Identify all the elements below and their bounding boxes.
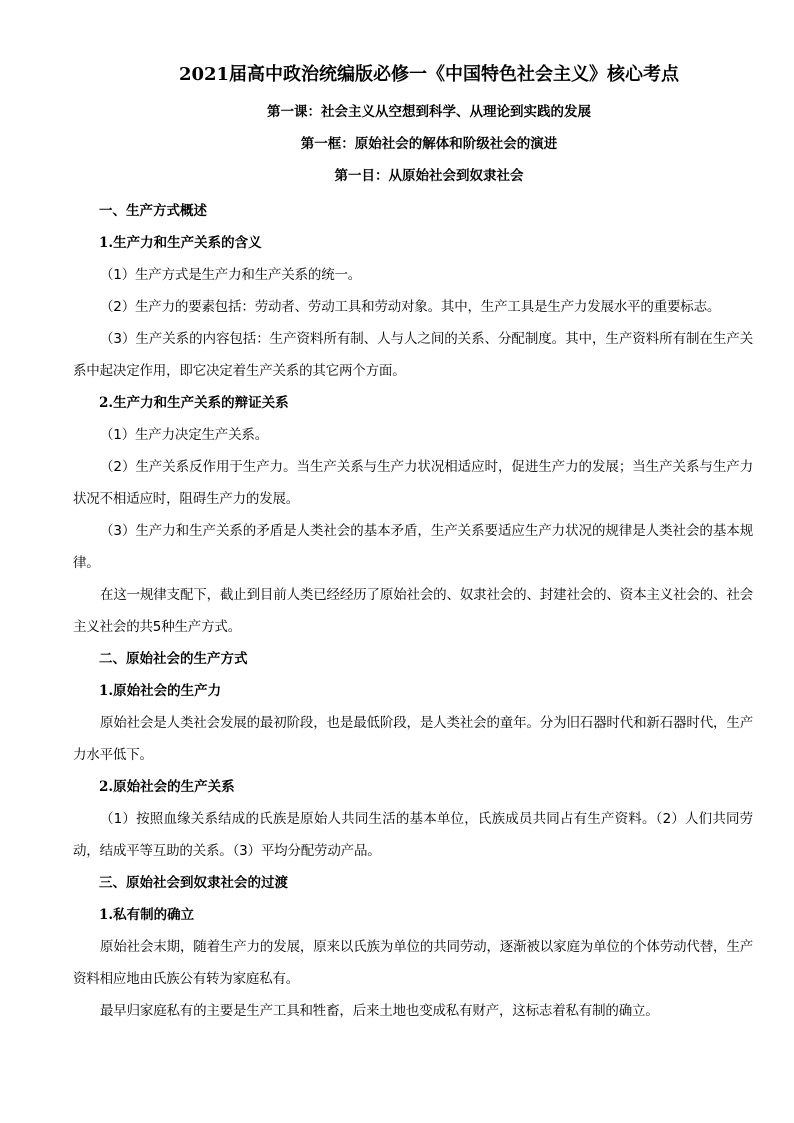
item-title: 第一目：从原始社会到奴隶社会 xyxy=(334,168,524,184)
paragraph: （2）生产力的要素包括：劳动者、劳动工具和劳动对象。其中，生产工具是生产力发展水平的重要标志。 xyxy=(100,299,721,315)
subsection-heading-1-2: 2.生产力和生产关系的辩证关系 xyxy=(99,395,289,411)
paragraph: （1）生产方式是生产力和生产关系的统一。 xyxy=(100,267,362,283)
subsection-heading-1-1: 1.生产力和生产关系的含义 xyxy=(99,235,262,251)
subsection-heading-2-1: 1.原始社会的生产力 xyxy=(99,683,222,699)
paragraph: 最早归家庭私有的主要是生产工具和牲畜，后来土地也变成私有财产，这标志着私有制的确立。 xyxy=(100,1003,659,1019)
document-body xyxy=(73,195,753,1027)
paragraph: （1）生产力决定生产关系。 xyxy=(100,427,268,443)
paragraph: 在这一规律支配下，截止到目前人类已经经历了原始社会的、奴隶社会的、封建社会的、资本主义社会的、社会主义社会的共5种生产方式。 xyxy=(73,587,753,635)
section-heading-1: 一、生产方式概述 xyxy=(99,203,207,219)
lesson-title: 第一课：社会主义从空想到科学、从理论到实践的发展 xyxy=(267,104,591,120)
paragraph: （1）按照血缘关系结成的氏族是原始人共同生活的基本单位，氏族成员共同占有生产资料。（2）人们共同劳动，结成平等互助的关系。（3）平均分配劳动产品。 xyxy=(73,811,753,859)
paragraph: 原始社会末期，随着生产力的发展，原来以氏族为单位的共同劳动，逐渐被以家庭为单位的个体劳动代替，生产资料相应地由氏族公有转为家庭私有。 xyxy=(73,939,753,987)
section-heading-3: 三、原始社会到奴隶社会的过渡 xyxy=(99,875,288,891)
frame-title: 第一框：原始社会的解体和阶级社会的演进 xyxy=(300,136,558,152)
subsection-heading-2-2: 2.原始社会的生产关系 xyxy=(99,779,235,795)
subsection-heading-3-1: 1.私有制的确立 xyxy=(99,907,195,923)
document-title: 2021届高中政治统编版必修一《中国特色社会主义》核心考点 xyxy=(178,64,680,85)
paragraph: 原始社会是人类社会发展的最初阶段，也是最低阶段，是人类社会的童年。分为旧石器时代和新石器时代，生产力水平低下。 xyxy=(73,715,753,763)
paragraph: （3）生产力和生产关系的矛盾是人类社会的基本矛盾，生产关系要适应生产力状况的规律是人类社会的基本规律。 xyxy=(73,523,753,571)
section-heading-2: 二、原始社会的生产方式 xyxy=(99,651,248,667)
paragraph: （3）生产关系的内容包括：生产资料所有制、人与人之间的关系、分配制度。其中，生产资料所有制在生产关系中起决定作用，即它决定着生产关系的其它两个方面。 xyxy=(73,331,753,379)
paragraph: （2）生产关系反作用于生产力。当生产关系与生产力状况相适应时，促进生产力的发展；当生产关系与生产力状况不相适应时，阻碍生产力的发展。 xyxy=(73,459,753,507)
